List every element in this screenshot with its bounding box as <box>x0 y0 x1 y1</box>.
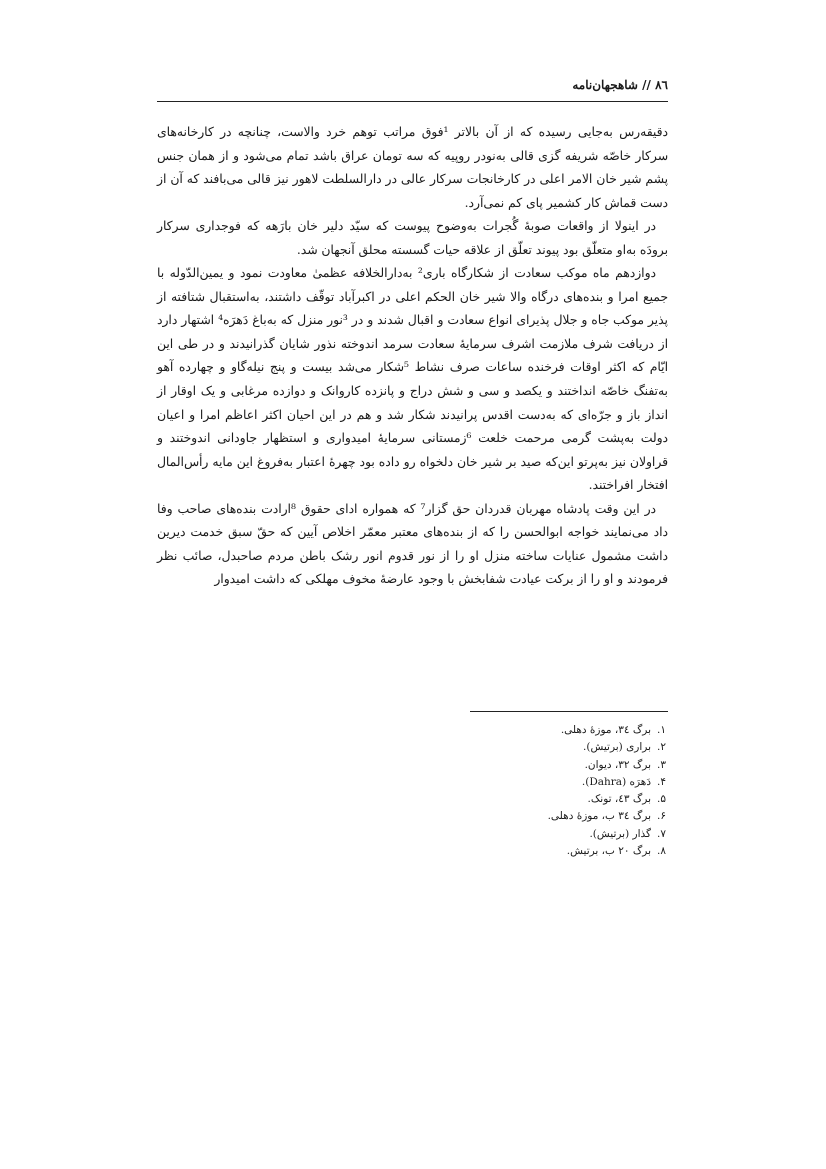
footnote-6 <box>157 808 668 825</box>
footnote-rule <box>470 711 668 712</box>
footnote-number: ۲. <box>657 741 666 754</box>
paragraph-1: دقیقه‌رس به‌جایی رسیده که از آن بالاتر ¹فوق مراتب توهم خرد والاست، چنانچه در کارخانه‌های سرکار خاصّه شریفه گزی قالی به‌نودر روپیه که سه تومان عراق باشد تمام می‌شود و از همان جنس پشم شیر خان الامر اعلی در کارخانجات سرکار عالی در دارالسلطت لاهور نیز قالی می‌بافند که آن از دست قماش کار کشمیر پای کم نمی‌آرد. <box>157 125 668 210</box>
footnote-number: ۷. <box>657 827 666 840</box>
footnote-5 <box>157 791 668 808</box>
footnote-text: برگ ۳٤، موزهٔ دهلی. <box>560 724 652 736</box>
footnote-number: ۳. <box>657 758 666 771</box>
footnote-number: ۱. <box>657 724 666 736</box>
footnote-number: ۶. <box>657 810 666 823</box>
paragraph-4: در این وقت پادشاه مهربان قدردان حق گزار⁷ که همواره ادای حقوق ⁸ارادت بنده‌های صاحب وفا داد می‌نمایند خواجه ابوالحسن را که از بنده‌های معتبر معمّر اخلاص آیین که حقّ سبق خدمت دیرین داشت مشمول عنایات ساخته منزل او را از نور قدوم انور رشک باطن مردم صاحبدل، صائب نظر فرمودند و او را از برکت عیادت شفابخش با وجود عارضهٔ مخوف مهلکی که داشت امیدوار <box>157 501 668 587</box>
footnote-1 <box>157 722 668 739</box>
footnote-2 <box>157 739 668 756</box>
footnote-text: برگ ۳٤ ب، موزهٔ دهلی. <box>547 810 652 823</box>
footnote-text: براری (برتیش). <box>583 741 652 754</box>
footnote-4 <box>157 774 668 791</box>
main-text <box>157 121 668 592</box>
footnote-7 <box>157 826 668 843</box>
footnotes <box>157 722 668 860</box>
footnote-number: ۴. <box>657 775 666 788</box>
footnote-text: برگ ۲۰ ب، برتیش. <box>566 845 652 858</box>
paragraph-2: در اینولا از واقعات صوبهٔ گُجرات به‌وضوح پیوست که سیّد دلیر خان بارَهه که فوجداری سرکار برودَه به‌او متعلّق بود پیوند تعلّق از علاقه حیات گسسته محلق آنجهان شد. <box>157 219 668 257</box>
paragraph-3: دوازدهم ماه موکب سعادت از شکارگاه باری² به‌دارالخلافه عظمیٰ معاودت نمود و یمین‌الدّوله با جمیع امرا و بنده‌های درگاه والا شیر خان الحکم اعلی در اکبرآباد توقّف داشتند، به‌استقبال شتافته از پذیر موکب جاه و جلال پذیرای انواع سعادت و اقبال شدند و در ³نور منزل که به‌باغ دَهرَه⁴ اشتهار دارد از دریافت شرف ملازمت اشرف سرمایهٔ سعادت سرمد اندوخته نذور شایان گذرانیدند و در طی این ایّام که اکثر اوقات فرخنده ساعات صرف نشاط ⁵شکار می‌شد بیست و پنج نیله‌گاو و چهارده آهو به‌تفنگ خاصّه انداختند و یکصد و سی و شش دراج و پانزده کاروانک و دوازده مرغابی و یک اوقار از انداز باز و جرّه‌ای که به‌دست اقدس پرانیدند شکار شد و هم در این احیان اکثر اعاظم امرا و اعیان دولت به‌پشت گرمی مرحمت خلعت ⁶زمستانی سرمایهٔ امیدواری و استظهار جاودانی اندوختند و قراولان نیز به‌پرتو این‌که صید بر شیر خان دلخواه رو داده بود چهرهٔ اعتبار به‌فروغ این مایه رأس‌المال افتخار افراختند. <box>157 266 669 493</box>
footnote-3 <box>157 757 668 774</box>
footnote-8 <box>157 843 668 860</box>
running-head: ۸٦ // شاهجهان‌نامه <box>572 78 668 92</box>
header-rule <box>157 101 668 102</box>
footnote-number: ۵. <box>657 793 666 806</box>
footnote-text: برگ ۳۲، دیوان. <box>584 758 652 771</box>
footnote-number: ۸. <box>657 845 666 858</box>
footnote-text: دَهرَه (Dahra). <box>581 775 652 788</box>
footnote-text: برگ ٤۳، تونک. <box>587 793 652 806</box>
footnote-text: گذار (برتیش). <box>589 827 652 840</box>
